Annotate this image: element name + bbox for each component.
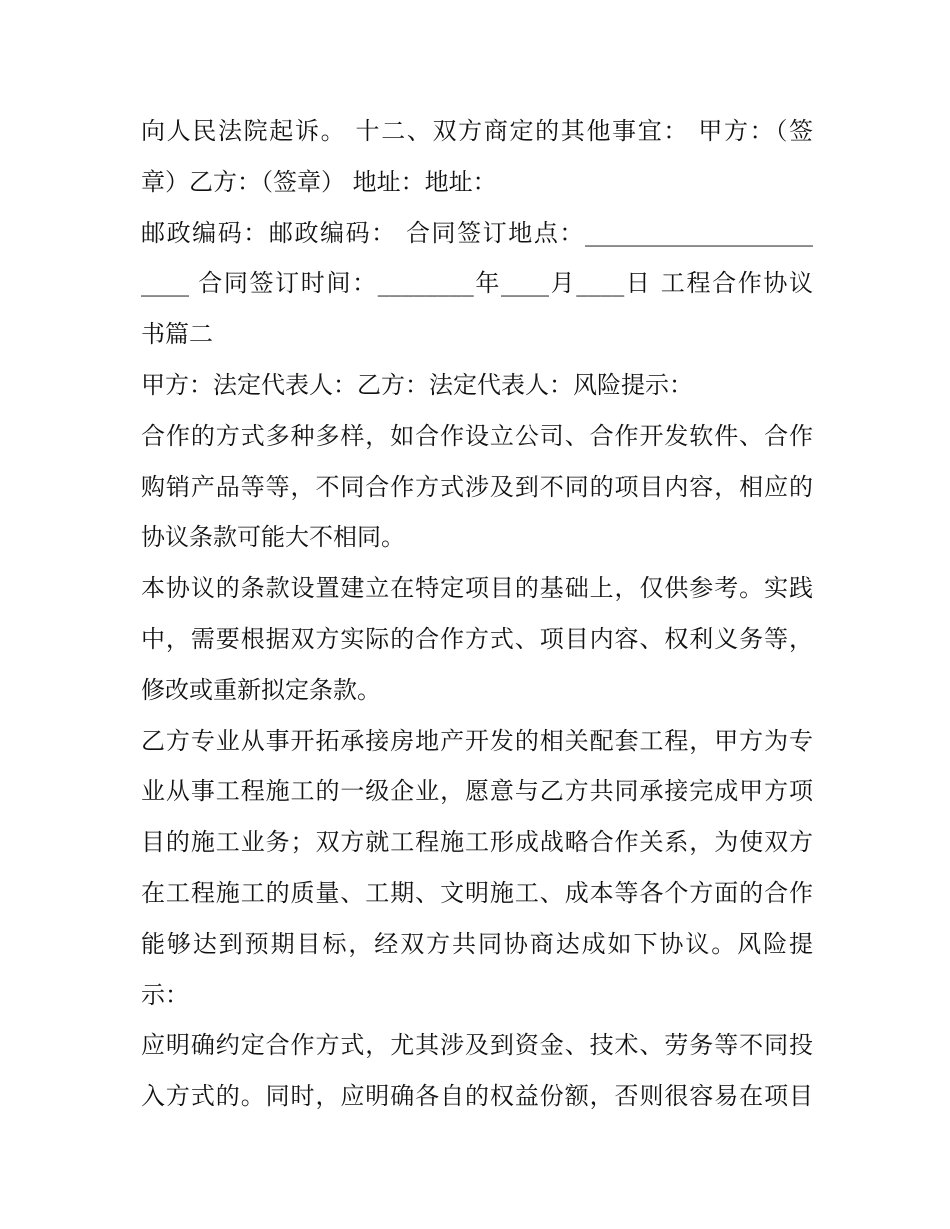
text-line: 合作的方式多种多样，如合作设立公司、合作开发软件、合作: [141, 421, 813, 450]
text-line: 应明确约定合作方式，尤其涉及到资金、技术、劳务等不同投: [141, 1031, 813, 1060]
text-line: 购销产品等等，不同合作方式涉及到不同的项目内容，相应的: [141, 472, 813, 501]
text-line: 能够达到预期目标，经双方共同协商达成如下协议。风险提: [141, 929, 813, 958]
text-line: 书篇二: [141, 320, 213, 349]
text-line: 中，需要根据双方实际的合作方式、项目内容、权利义务等，: [141, 624, 813, 653]
text-line: 乙方专业从事开拓承接房地产开发的相关配套工程，甲方为专: [141, 726, 813, 755]
text-line: 向人民法院起诉。 十二、双方商定的其他事宜： 甲方：（签: [141, 117, 813, 145]
text-line: 章）乙方：（签章） 地址：地址：: [141, 167, 497, 196]
text-line: 本协议的条款设置建立在特定项目的基础上，仅供参考。实践: [141, 574, 813, 603]
text-line: 邮政编码：邮政编码： 合同签订地点：___________________: [141, 218, 813, 247]
text-line: 目的施工业务；双方就工程施工形成战略合作关系，为使双方: [141, 828, 813, 857]
text-line: 业从事工程施工的一级企业，愿意与乙方共同承接完成甲方项: [141, 777, 813, 806]
text-line: 示：: [141, 980, 189, 1009]
text-line: 协议条款可能大不相同。: [141, 523, 405, 552]
document-body: [141, 106, 813, 1122]
text-line: 修改或重新拟定条款。: [141, 675, 381, 704]
text-line: 甲方：法定代表人：乙方：法定代表人：风险提示：: [141, 370, 693, 399]
text-line: ____ 合同签订时间：________年____月____日 工程合作协议: [141, 269, 813, 298]
text-line: 入方式的。同时，应明确各自的权益份额，否则很容易在项目: [141, 1082, 813, 1111]
text-line: 在工程施工的质量、工期、文明施工、成本等各个方面的合作: [141, 878, 813, 907]
